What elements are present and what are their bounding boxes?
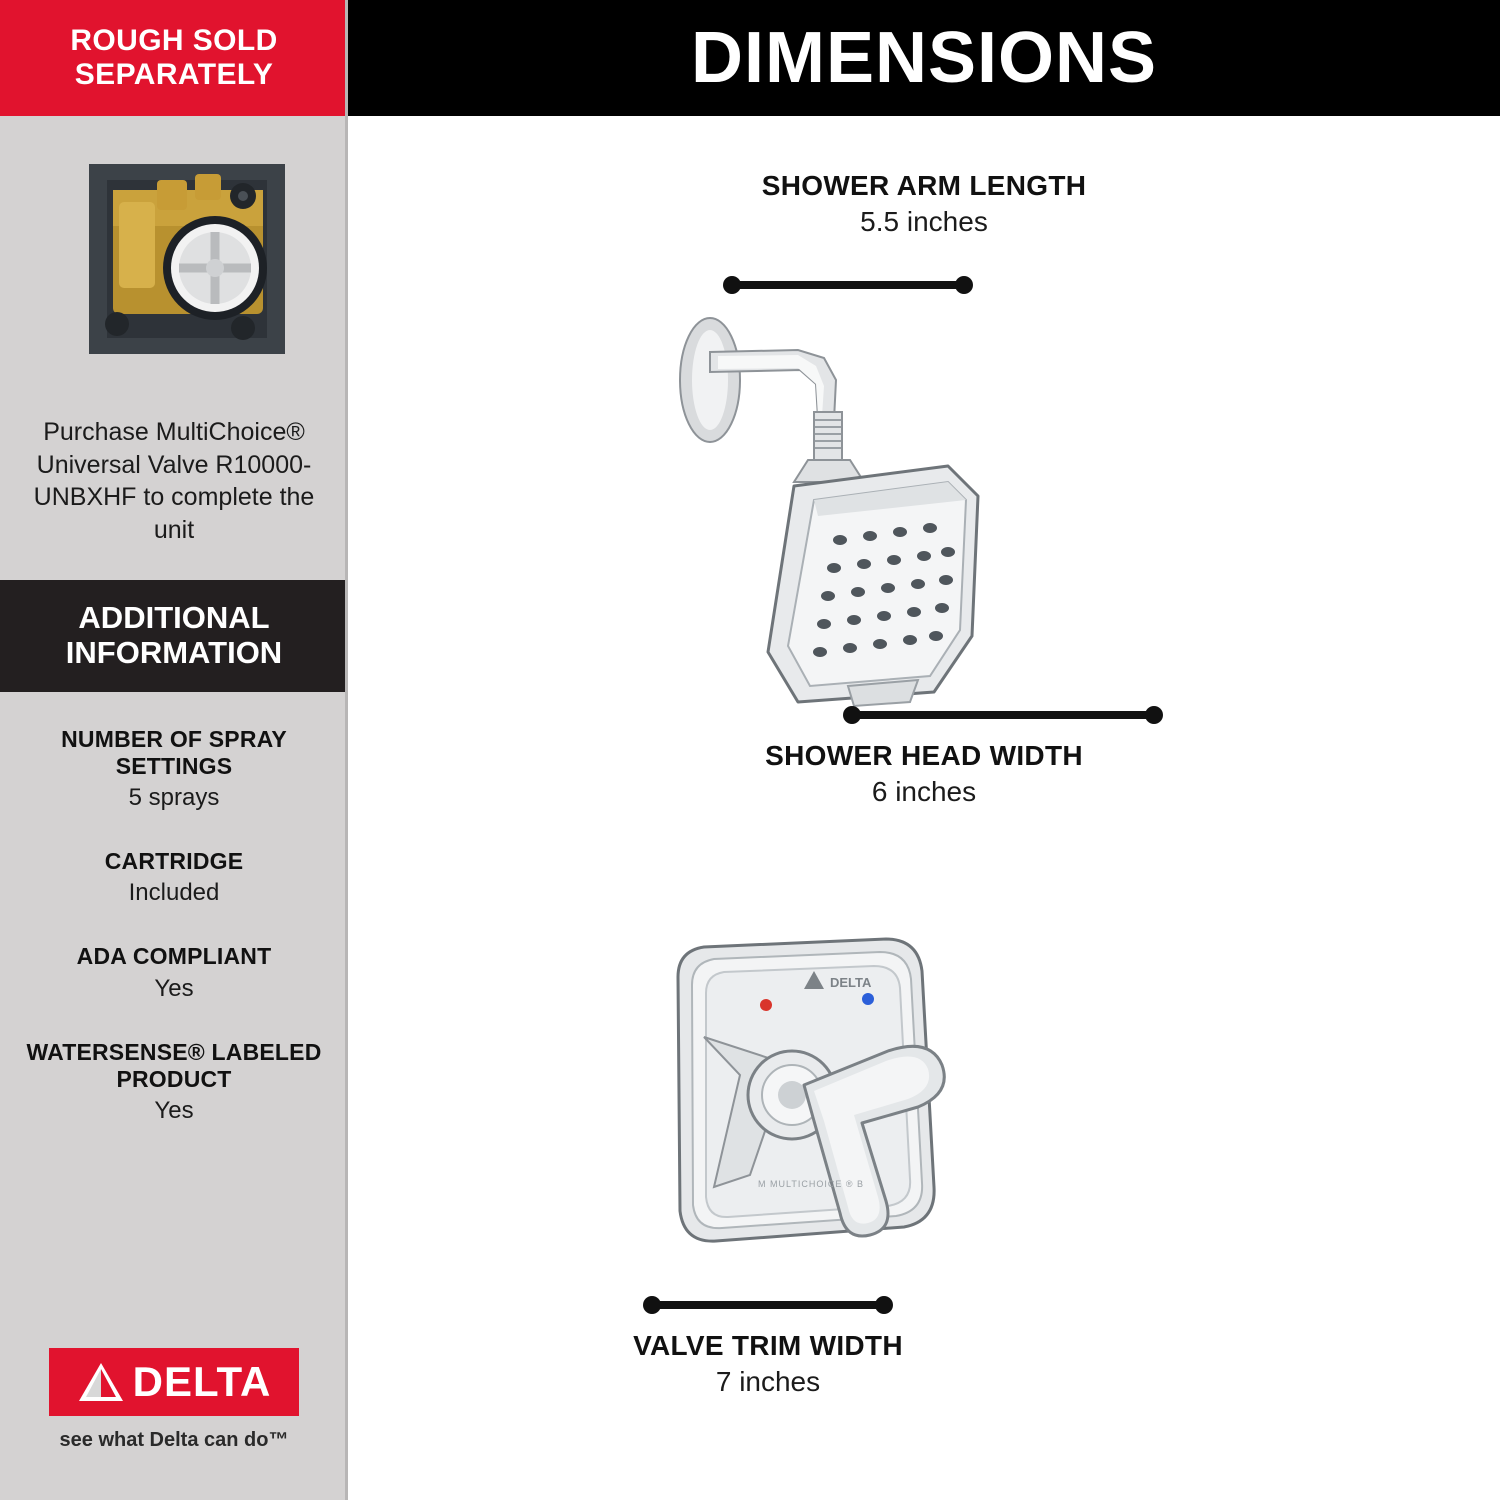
callout-label: SHOWER HEAD WIDTH — [765, 740, 1083, 771]
spec-value: Yes — [154, 974, 194, 1002]
callout-value: 7 inches — [715, 1366, 821, 1397]
callout-label: SHOWER ARM LENGTH — [761, 170, 1087, 201]
spec-value: 5 sprays — [128, 784, 220, 812]
svg-text:DELTA: DELTA — [830, 975, 872, 990]
additional-information-banner — [0, 580, 348, 692]
sidebar — [0, 0, 348, 1500]
svg-text:M MULTICHOICE ® B: M MULTICHOICE ® B — [758, 1179, 864, 1189]
valve-body-icon — [47, 146, 302, 376]
callout-valve-trim-width — [348, 1330, 1188, 1398]
spec-item-cartridge — [14, 848, 334, 907]
spec-item-spray-settings — [14, 726, 334, 812]
brand-block — [0, 1348, 348, 1452]
callout-value: 5.5 inches — [860, 206, 988, 237]
additional-banner-line-2: INFORMATION — [65, 635, 283, 670]
dimensions-title-bar — [348, 0, 1500, 116]
dimension-line-head-width — [838, 700, 1168, 730]
rough-note-text: Purchase MultiChoice® Universal Valve R10000-UNBXHF to complete the unit — [33, 418, 315, 544]
main-panel — [348, 0, 1500, 1500]
spec-label: WATERSENSE® LABELED PRODUCT — [26, 1038, 322, 1092]
callout-shower-head-width — [348, 740, 1500, 808]
delta-tagline: see what Delta can do™ — [59, 1429, 289, 1451]
callout-value: 6 inches — [871, 776, 977, 807]
rough-banner-line-2: SEPARATELY — [74, 58, 274, 91]
page-title: DIMENSIONS — [690, 18, 1158, 98]
rough-banner-line-1: ROUGH SOLD — [70, 24, 278, 58]
additional-banner-line-1: ADDITIONAL — [78, 600, 270, 636]
spec-label: ADA COMPLIANT — [76, 943, 272, 970]
dimension-line-valve-trim-width — [638, 1290, 898, 1320]
spec-list — [0, 692, 348, 1161]
callout-shower-arm-length — [348, 170, 1500, 238]
delta-triangle-icon — [77, 1360, 125, 1404]
delta-wordmark: DELTA — [132, 1358, 272, 1405]
dimension-line-shower-arm — [718, 270, 978, 300]
shower-head-illustration — [648, 300, 1168, 720]
rough-valve-image — [0, 116, 348, 406]
spec-item-ada-compliant — [14, 943, 334, 1002]
valve-trim-illustration — [618, 925, 1038, 1295]
delta-logo — [49, 1348, 299, 1416]
callout-label: VALVE TRIM WIDTH — [633, 1330, 903, 1361]
rough-sold-separately-banner — [0, 0, 348, 116]
spec-label: NUMBER OF SPRAY SETTINGS — [61, 726, 287, 780]
spec-label: CARTRIDGE — [104, 848, 244, 875]
spec-value: Yes — [154, 1096, 194, 1124]
spec-item-watersense — [14, 1039, 334, 1125]
spec-value: Included — [128, 879, 220, 907]
